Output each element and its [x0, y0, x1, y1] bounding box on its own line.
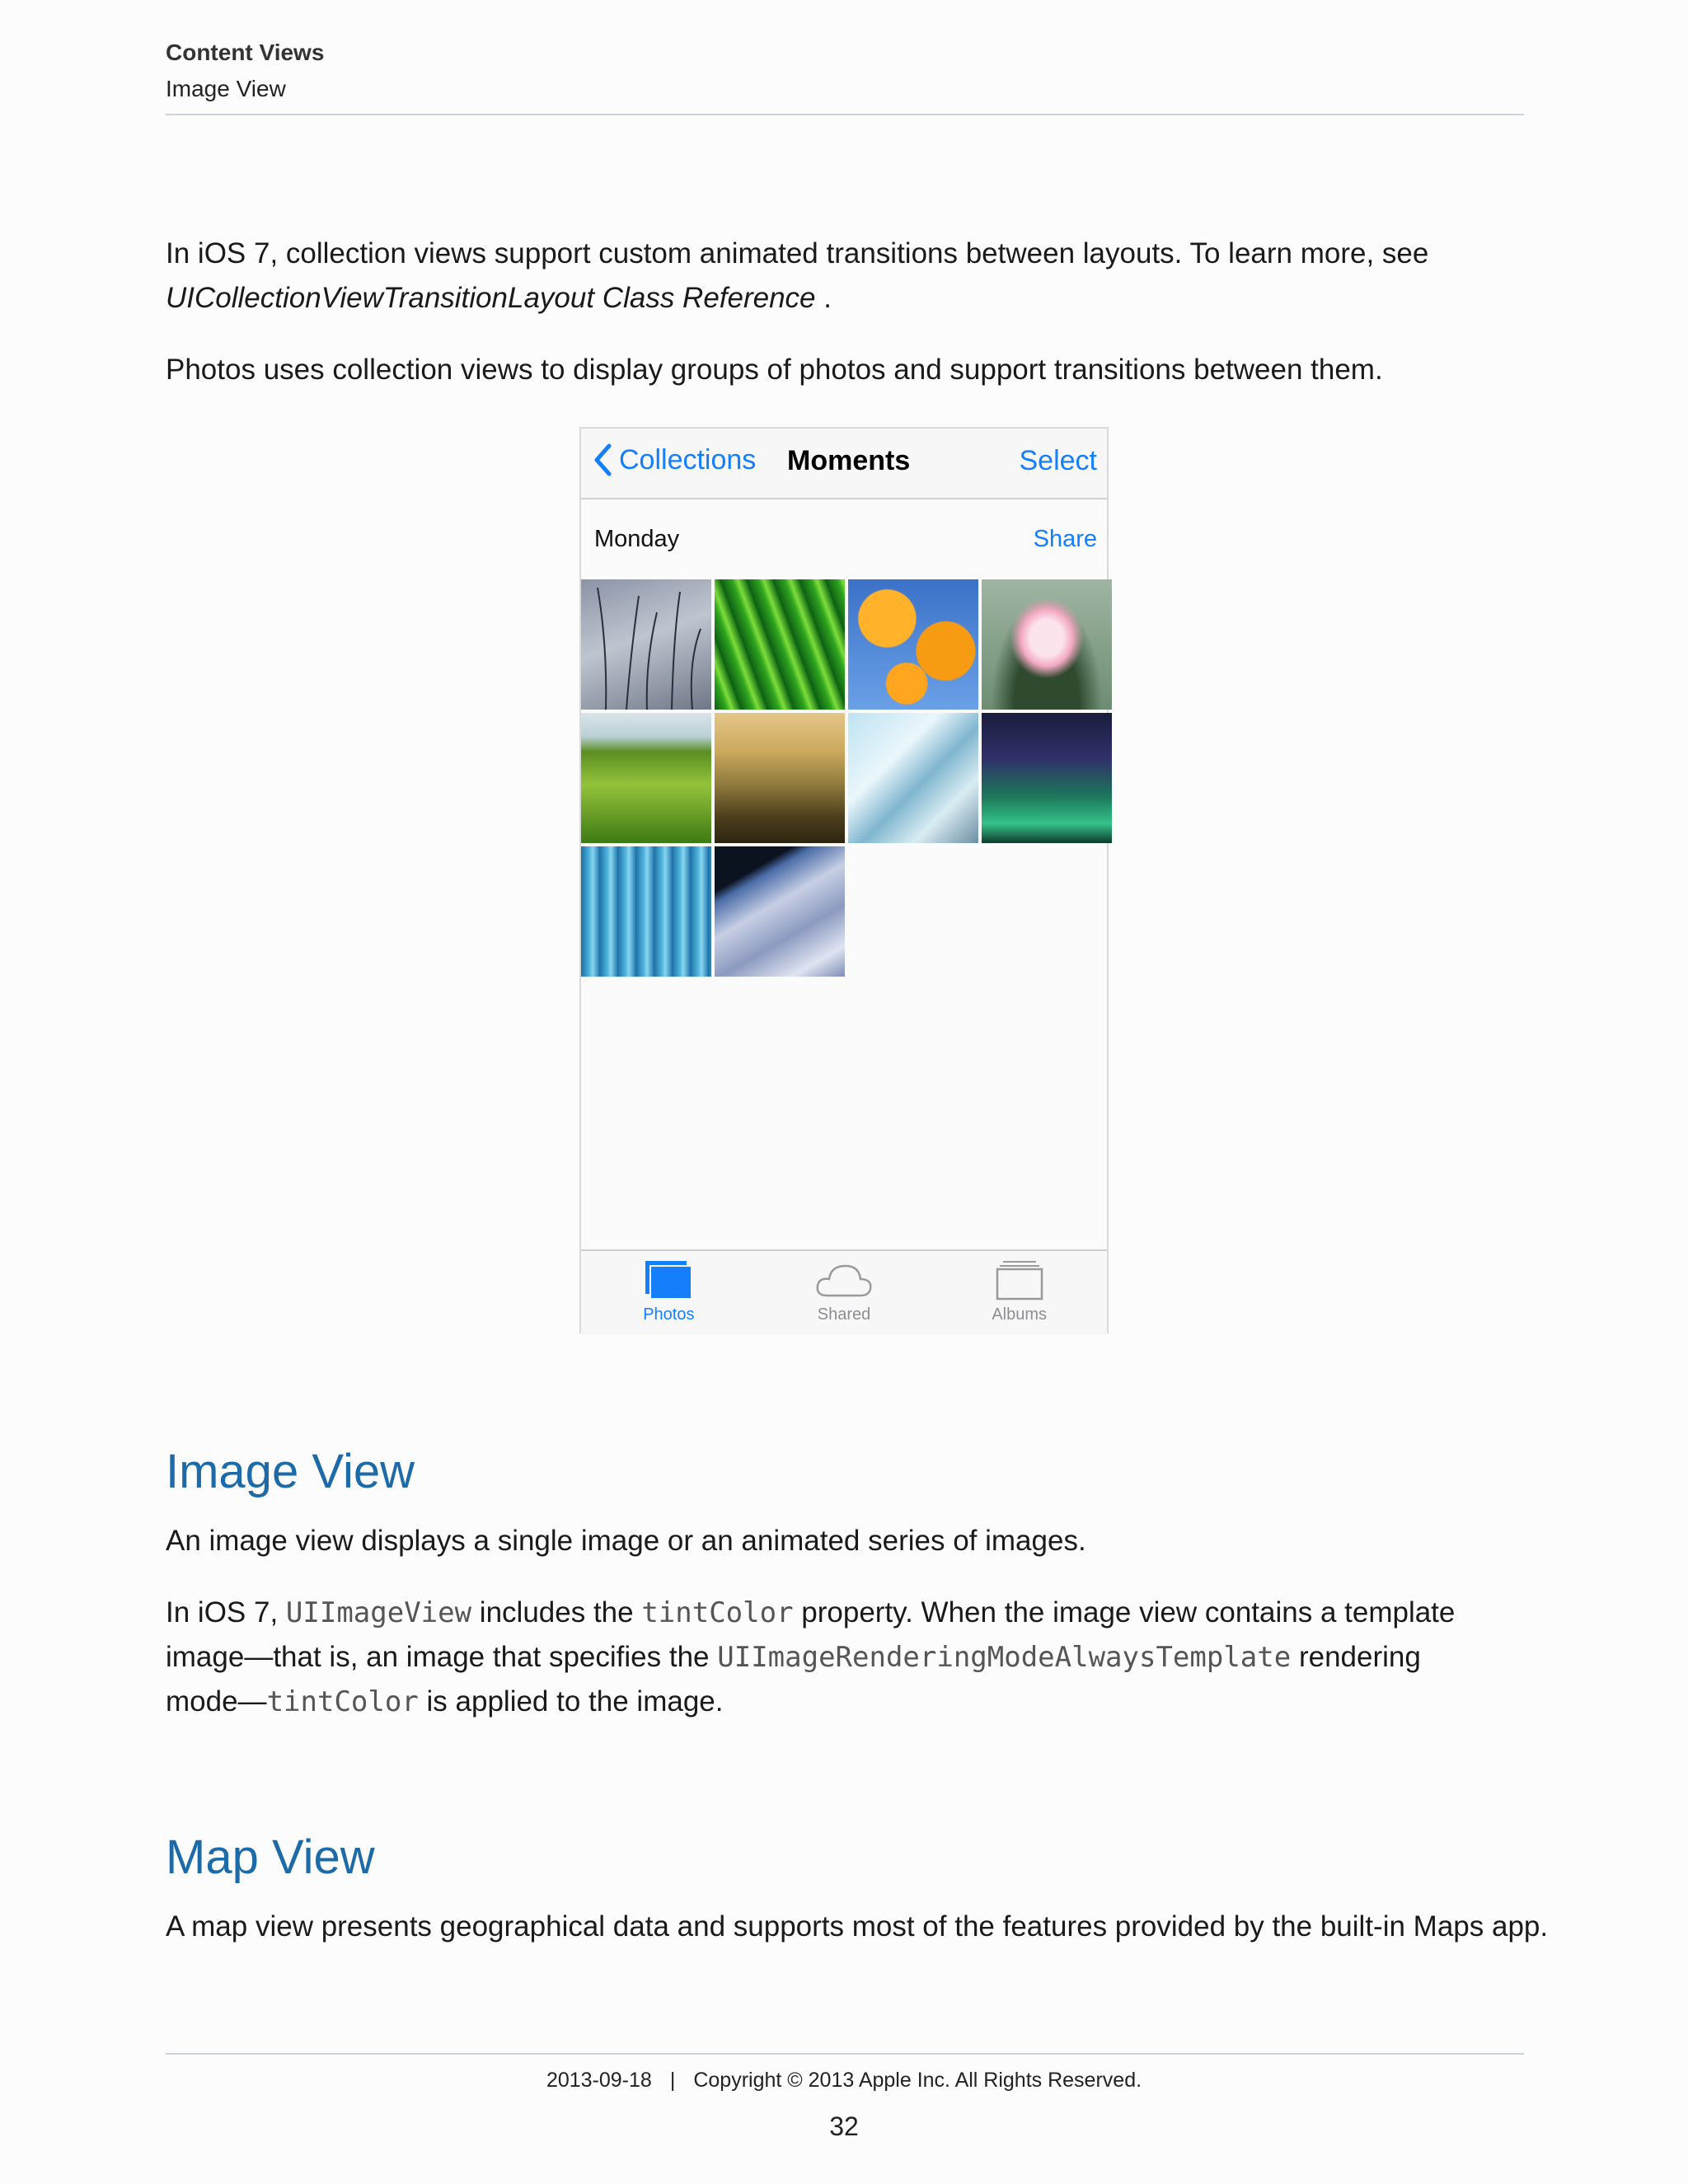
- photo-thumbnail-leaves[interactable]: [715, 579, 845, 710]
- photo-thumbnail-reeds[interactable]: [581, 579, 711, 710]
- back-button-label: Collections: [619, 443, 757, 476]
- code-tintcolor: tintColor: [266, 1685, 419, 1718]
- map-view-paragraph-1: A map view presents geographical data and supports most of the features provided by the built-in Maps app.: [166, 1910, 1549, 1943]
- albums-icon: [995, 1259, 1044, 1301]
- code-uiimageview: UIImageView: [285, 1596, 472, 1629]
- intro-text: In iOS 7, collection views support custom animated transitions between layouts. To learn more, see: [166, 237, 1429, 269]
- code-tintcolor: tintColor: [641, 1596, 794, 1629]
- text-span: In iOS 7,: [166, 1596, 286, 1629]
- text-span: is applied to the image.: [418, 1685, 724, 1718]
- image-view-heading: Image View: [166, 1445, 415, 1498]
- class-reference-link[interactable]: UICollectionViewTransitionLayout Class Reference: [166, 282, 816, 314]
- tab-photos-label: Photos: [643, 1305, 695, 1324]
- photo-thumbnail-misty-sunset[interactable]: [715, 713, 845, 843]
- footer: [0, 2069, 1688, 2093]
- map-view-heading: Map View: [166, 1830, 375, 1884]
- running-header-section: Content Views: [166, 40, 325, 65]
- photo-thumbnail-green-hills[interactable]: [581, 713, 711, 843]
- photo-thumbnail-poppies[interactable]: [848, 579, 978, 710]
- photos-icon: [644, 1259, 693, 1301]
- intro-paragraph-2: Photos uses collection views to display groups of photos and support transitions between them.: [166, 354, 1383, 386]
- text-span: image—that is, an image that specifies the: [166, 1641, 718, 1673]
- photo-thumbnail-blue-forest[interactable]: [581, 846, 711, 977]
- footer-date: 2013-09-18: [546, 2069, 652, 2092]
- text-span: includes the: [471, 1596, 642, 1629]
- photo-grid: [581, 579, 1107, 977]
- section-header-date: Monday: [594, 526, 680, 552]
- cloud-icon: [814, 1259, 874, 1301]
- photo-thumbnail-lotus[interactable]: [982, 579, 1112, 710]
- footer-divider: [166, 2053, 1524, 2055]
- tab-albums[interactable]: [931, 1251, 1107, 1335]
- tab-photos[interactable]: [581, 1251, 757, 1335]
- photo-thumbnail-snowy-mountain[interactable]: [848, 713, 978, 843]
- chevron-left-icon: [593, 443, 612, 476]
- text-span: mode—: [166, 1685, 267, 1718]
- share-button[interactable]: Share: [1033, 526, 1097, 552]
- footer-copyright: Copyright © 2013 Apple Inc. All Rights Reserved.: [693, 2069, 1142, 2092]
- tab-albums-label: Albums: [992, 1305, 1048, 1324]
- page-number: 32: [829, 2111, 859, 2141]
- footer-separator: |: [669, 2069, 676, 2092]
- tab-bar: [581, 1249, 1107, 1335]
- text-span: rendering: [1291, 1641, 1421, 1673]
- nav-title: Moments: [787, 445, 911, 476]
- header-divider: [166, 114, 1524, 115]
- tab-shared-label: Shared: [817, 1305, 871, 1324]
- photo-thumbnail-aurora[interactable]: [982, 713, 1112, 843]
- text-span: property. When the image view contains a template: [793, 1596, 1456, 1629]
- navigation-bar: [581, 429, 1107, 499]
- image-view-paragraph-2: [166, 1591, 1455, 1724]
- image-view-paragraph-1: An image view displays a single image or an animated series of images.: [166, 1525, 1086, 1557]
- collections-back-button[interactable]: [593, 443, 756, 476]
- select-button[interactable]: Select: [1019, 445, 1097, 476]
- photos-app-screenshot: [579, 427, 1109, 1333]
- running-header-page-title: Image View: [166, 76, 286, 101]
- code-rendering-mode: UIImageRenderingModeAlwaysTemplate: [717, 1641, 1292, 1674]
- photo-thumbnail-earth-orbit[interactable]: [715, 846, 845, 977]
- intro-period: .: [815, 282, 832, 314]
- intro-paragraph-1: [166, 232, 1428, 321]
- tab-shared[interactable]: [757, 1251, 932, 1335]
